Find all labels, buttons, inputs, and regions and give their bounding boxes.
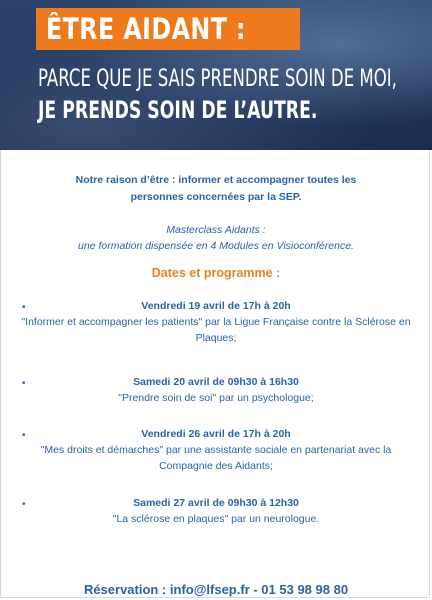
event-description: "Mes droits et démarches" par une assistante sociale en partenariat avec la [40, 444, 392, 456]
bullet-icon: • [22, 302, 26, 313]
bullet-icon: • [22, 430, 26, 441]
event-date: Samedi 20 avril de 09h30 à 16h30 [133, 376, 299, 388]
event-description: "Informer et accompagner les patients" par la Ligue Française contre la Sclérose en [21, 316, 411, 328]
event-item [0, 495, 432, 527]
bullet-icon: • [22, 378, 26, 389]
banner-title: ÊTRE AIDANT : [46, 12, 246, 46]
event-description-cont: Plaques; [195, 332, 237, 344]
masterclass-info [30, 222, 402, 254]
masterclass-line2: une formation dispensée en 4 Modules en Visioconférence. [78, 240, 354, 252]
event-description: "Prendre soin de soi" par un psychologue; [118, 392, 314, 404]
banner-tagline-line2: JE PRENDS SOIN DE L’AUTRE. [38, 96, 318, 124]
mission-line2: personnes concernées par la SEP. [130, 191, 302, 203]
event-item [0, 426, 432, 474]
event-description: "La sclérose en plaques" par un neurologue. [112, 513, 320, 525]
event-item [0, 298, 432, 346]
bullet-icon: • [22, 499, 26, 510]
banner-title-box [36, 8, 300, 50]
event-date: Vendredi 26 avril de 17h à 20h [141, 428, 291, 440]
masterclass-line1: Masterclass Aidants : [166, 224, 266, 236]
banner-tagline-line1: PARCE QUE JE SAIS PRENDRE SOIN DE MOI, [38, 64, 397, 92]
reservation-contact: Réservation : info@lfsep.fr - 01 53 98 98 80 [83, 582, 349, 597]
mission-line1: Notre raison d’être : informer et accompagner toutes les [75, 174, 357, 186]
mission-statement [40, 172, 392, 206]
header-banner [0, 0, 432, 150]
event-description-cont: Compagnie des Aidants; [159, 460, 273, 472]
event-date: Vendredi 19 avril de 17h à 20h [141, 300, 291, 312]
program-title: Dates et programme : [151, 266, 281, 280]
event-item [0, 374, 432, 406]
event-date: Samedi 27 avril de 09h30 à 12h30 [133, 497, 299, 509]
